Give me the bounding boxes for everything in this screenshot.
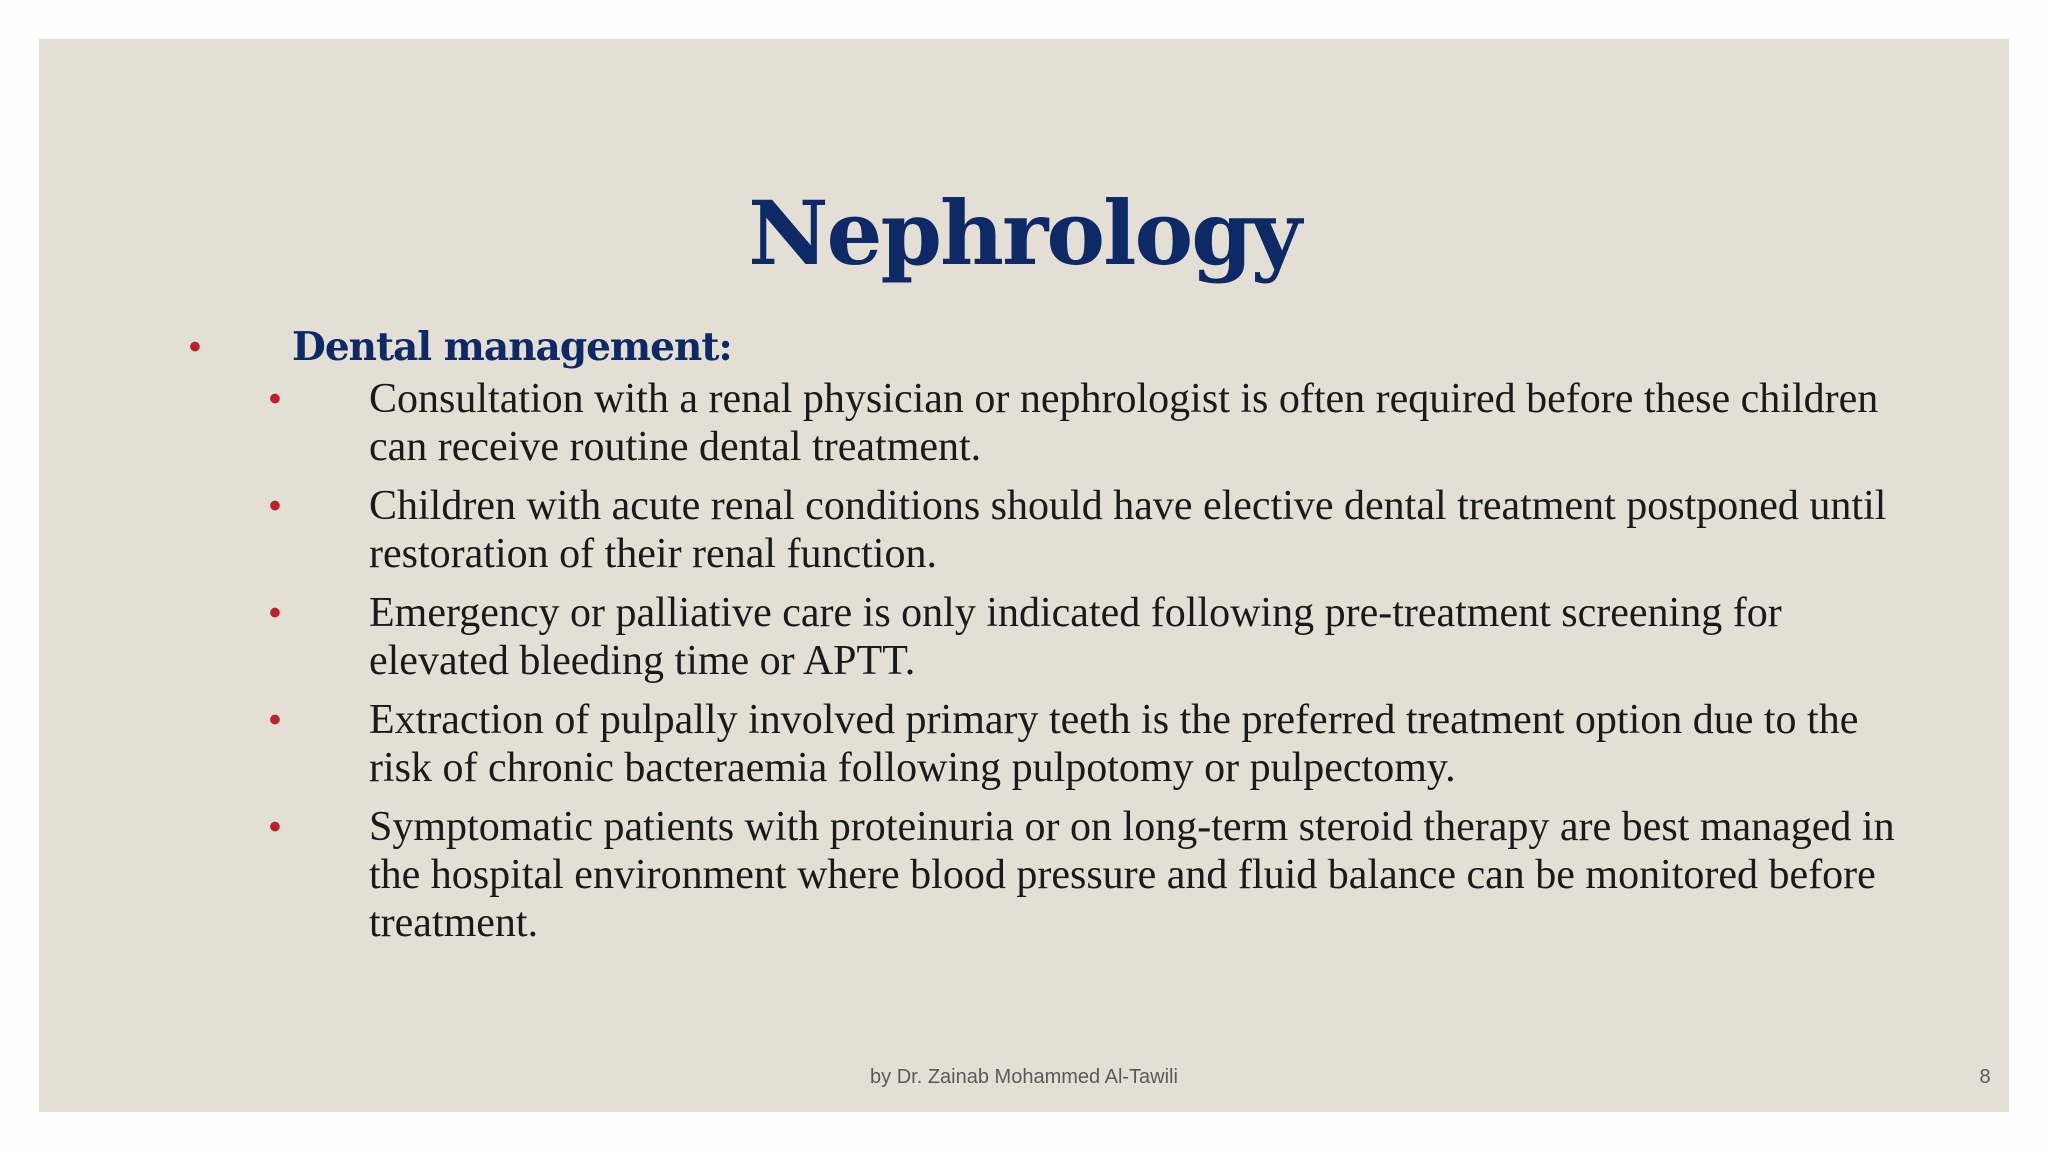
bullet-marker-icon: •: [269, 808, 281, 846]
slide: [39, 39, 2009, 1112]
sub-bullet: [189, 375, 1909, 471]
sub-bullet: [189, 482, 1909, 578]
bullet-marker-icon: •: [189, 328, 200, 366]
heading-bullet: [189, 321, 1909, 373]
sub-bullet-text: Emergency or palliative care is only indicated following pre-treatment screening for elevated bleeding time or APTT.: [369, 590, 1782, 684]
sub-bullet: [189, 803, 1909, 947]
sub-bullet: [189, 589, 1909, 685]
bullet-marker-icon: •: [269, 701, 281, 739]
sub-bullet-text: Consultation with a renal physician or nephrologist is often required before these children can receive routine dental treatment.: [369, 376, 1879, 470]
bullet-marker-icon: •: [269, 594, 281, 632]
slide-title: Nephrology: [748, 181, 1300, 285]
heading-bullet-text: Dental management:: [292, 324, 732, 370]
bullet-list: [189, 321, 1909, 958]
sub-bullet-text: Extraction of pulpally involved primary teeth is the preferred treatment option due to the risk of chronic bacteraemia following pulpotomy or pulpectomy.: [369, 697, 1859, 791]
page-number: 8: [1979, 1066, 1991, 1088]
bullet-marker-icon: •: [269, 487, 281, 525]
sub-bullet-text: Children with acute renal conditions should have elective dental treatment postponed until restoration of their renal function.: [369, 483, 1887, 577]
slide-footer: by Dr. Zainab Mohammed Al-Tawili: [870, 1066, 1178, 1088]
sub-bullet-text: Symptomatic patients with proteinuria or on long-term steroid therapy are best managed in the hospital environment where blood pressure and fluid balance can be monitored before treatment.: [369, 804, 1895, 946]
sub-bullet: [189, 696, 1909, 792]
bullet-marker-icon: •: [269, 380, 281, 418]
sub-bullet-list: [189, 375, 1909, 947]
